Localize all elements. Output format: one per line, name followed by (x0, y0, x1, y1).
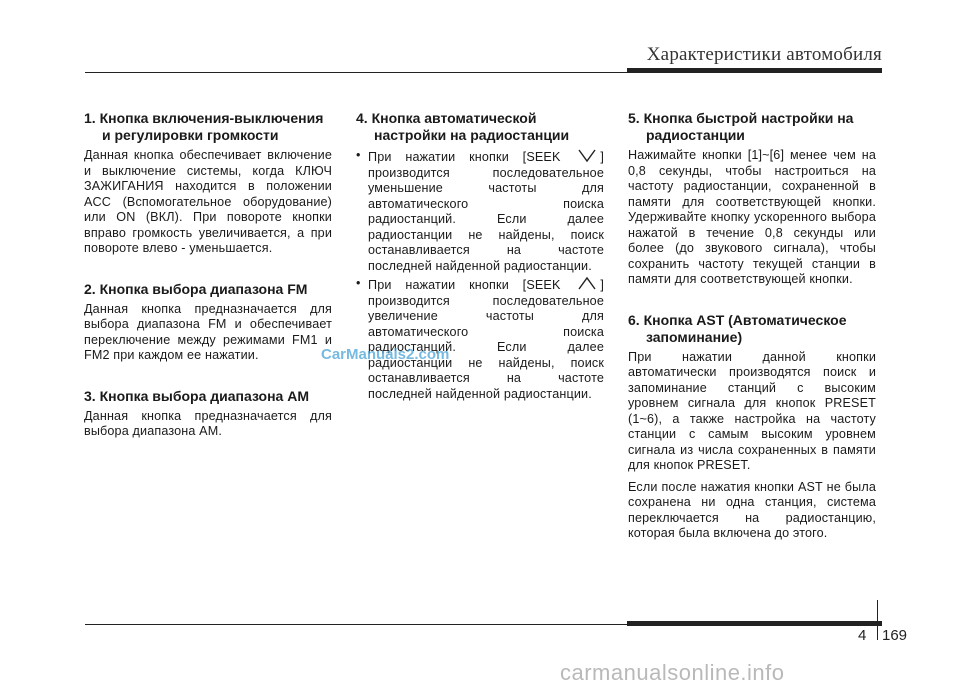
section-1-text: Данная кнопка обеспечивает включение и выключение системы, когда КЛЮЧ ЗАЖИГАНИЯ находится в положении ACC (Вспомогательное оборудование) или ON (ВКЛ). При повороте кнопки вправо громкость увеличивается, а при повороте влево - уменьшается. (84, 148, 332, 255)
page-number: 169 (882, 627, 908, 644)
column-1 (84, 110, 332, 454)
section-5-heading: 5. Кнопка быстрой настройки на радиостанции (628, 110, 854, 143)
chevron-down-icon (574, 148, 600, 163)
header-title: Характеристики автомобиля (646, 44, 882, 65)
column-3 (628, 110, 876, 556)
section-5-text: Нажимайте кнопки [1]~[6] менее чем на 0,8 секунды, чтобы настроиться на частоту радиостанции, сохраненной в памяти для соответствующей кнопки. Удерживайте кнопку ускоренного выбора нажатой в течение 0,8 секунды или более (до звукового сигнала), чтобы сохранить частоту текущей станции в памяти для соответствующей кнопки. (628, 148, 876, 286)
bullet-dot: • (356, 276, 361, 290)
bullet-seek-up (356, 276, 604, 402)
footer-rule-accent (627, 621, 882, 626)
section-1-heading: 1. Кнопка включения-выключения и регулировки громкости (84, 110, 324, 143)
watermark-site: carmanualsonline.info (560, 660, 785, 685)
chapter-number: 4 (858, 627, 867, 644)
footer-divider (877, 600, 878, 640)
chevron-up-icon (574, 276, 600, 291)
section-6-heading: 6. Кнопка AST (Автоматическое запоминание) (628, 311, 847, 345)
watermark-carmanuals: CarManuals2.com (321, 346, 450, 363)
bullet-seek-down (356, 148, 604, 274)
bullet-seek-down-pre: При нажатии кнопки [SEEK (368, 150, 561, 164)
section-6-text-2: Если после нажатия кнопки AST не была сохранена ни одна станция, система переключается на радиостанцию, которая была включена до этого. (628, 479, 876, 540)
bullet-seek-down-post: ] производится последовательное уменьшение частоты для автоматического поиска радиостанций. Если далее радиостанции не найдены, поиск останавливается на частоте последней найденной радиостанции. (368, 150, 604, 273)
bullet-dot: • (356, 148, 361, 162)
header-rule-accent (627, 68, 882, 73)
section-4-heading: 4. Кнопка автоматической настройки на радиостанции (356, 110, 570, 143)
section-2-text: Данная кнопка предназначается для выбора диапазона FM и обеспечивает переключение между режимами FM1 и FM2 при каждом ее нажатии. (84, 301, 332, 362)
section-6-text-1: При нажатии данной кнопки автоматически производятся поиск и запоминание станций с высоким уровнем сигнала для кнопок PRESET (1~6), а также настройка на частоту станции с самым высоким уровнем сигнала из числа сохраненных в памяти для кнопок PRESET. (628, 349, 876, 472)
bullet-seek-up-pre: При нажатии кнопки [SEEK (368, 278, 561, 292)
bullet-seek-up-post: ] производится последовательное увеличение частоты для автоматического поиска радиостанций. Если далее радиостанции не найдены, поиск останавливается на частоте последней найденной радиостанции. (368, 278, 604, 401)
section-3-text: Данная кнопка предназначается для выбора диапазона AM. (84, 408, 332, 438)
section-3-heading: 3. Кнопка выбора диапазона AM (84, 387, 310, 404)
section-2-heading: 2. Кнопка выбора диапазона FM (84, 280, 308, 297)
